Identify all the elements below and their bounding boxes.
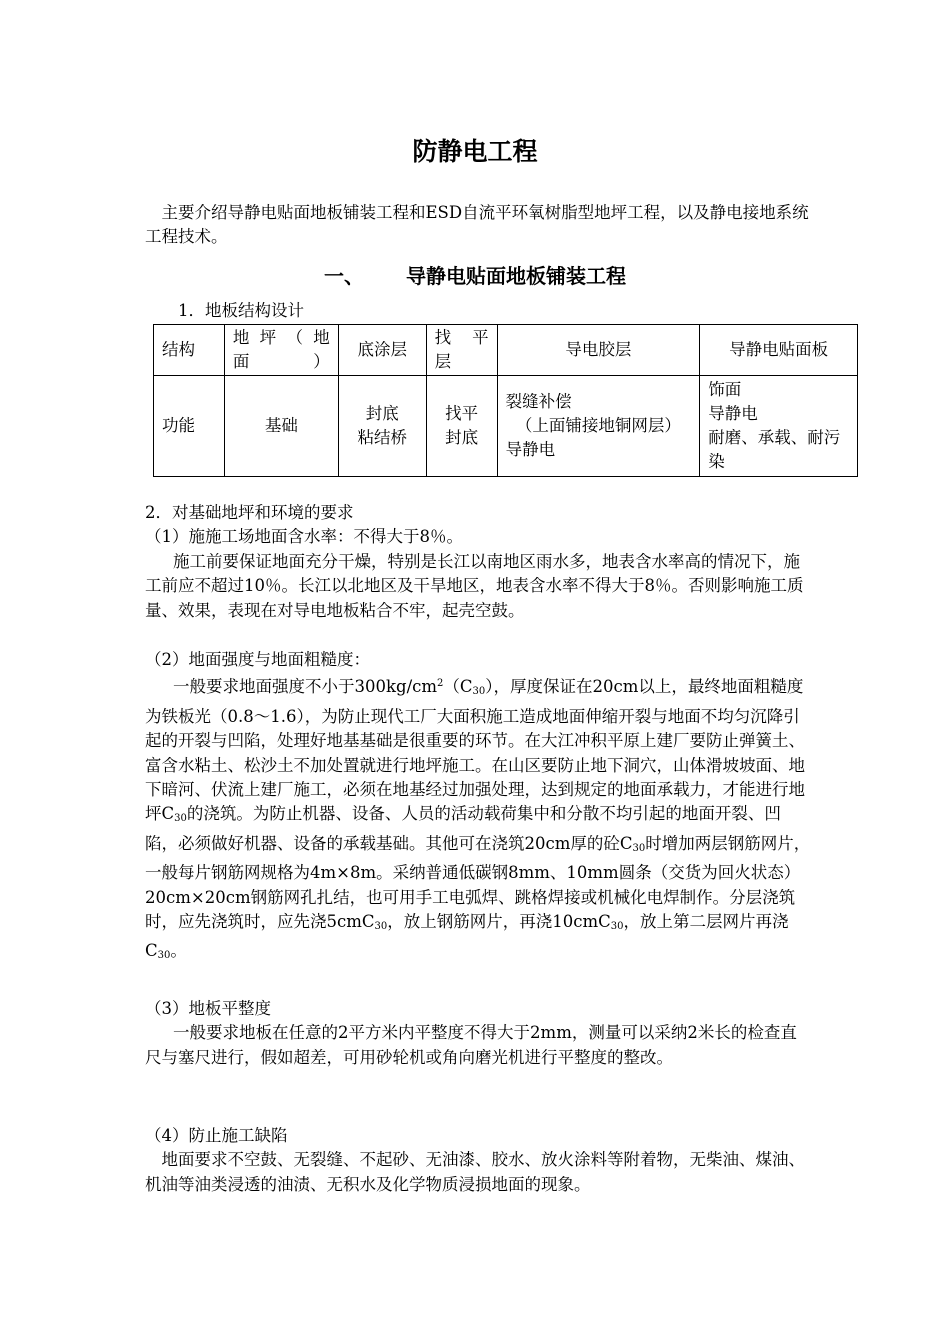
page-title: 防静电工程 [412,137,538,166]
text-run: 的浇筑。为防止机器、设备、人员的活动载荷集中和分散不均引起的地面开裂、凹陷，必须做好机器、设备的承载基础。其他可在浇筑20cm厚的砼C [145,804,781,853]
cell-line: 导静电 [505,440,556,459]
cell-line: 找平 [445,404,479,423]
floor-structure-table [153,324,858,477]
header-cell-structure: 结构 [154,325,225,376]
header-cell-primer: 底涂层 [338,325,426,376]
cell-line: （上面铺接地铜网层） [515,416,681,435]
item-heading: （3）地板平整度 [145,999,271,1018]
header-cell-ground: 地 坪 （ 地面） [224,325,338,376]
item-body [145,672,813,968]
section-ground-strength [145,648,813,969]
section-heading [0,261,950,291]
row-label-function: 功能 [154,376,225,477]
item-body: 地面要求不空鼓、无裂缝、不起砂、无油漆、胶水、放火涂料等附着物，无柴油、煤油、机油等油类浸透的油渍、无积水及化学物质浸损地面的现象。 [145,1150,805,1194]
subscript: 30 [472,686,486,698]
cell-foundation: 基础 [224,376,338,477]
text-run: 。 [170,941,187,961]
section-flatness [145,997,813,1070]
text-run: ），厚度保证在20cm以上，最终地面粗糙度为铁板光（0.8～1.6），为防止现代工厂大面积施工造成地面伸缩开裂与地面不均匀沉降引起的开裂与凹陷，处理好地基基础是很重要的环节。在大江冲积平原上建厂要防止弹簧土、富含水粘土、松沙土不加处置就进行地坪施工。在山区要防止地下洞穴，山体滑坡坡面、地下暗河、伏流上建厂施工，必须在地基经过加强处理，达到规定的地面承载力，才能进行地坪C [145,677,805,824]
cell-line: 封底 [365,404,399,423]
cell-line: 粘结桥 [357,428,407,447]
cell-static-panel [700,376,858,477]
cell-conductive-glue [497,376,700,477]
section-defects [145,1124,813,1197]
text-run: 时增加两层钢筋网片，一般每片钢筋网规格为4m×8m。采纳普通低碳钢8mm、10mm圆条（交货为回火状态）20cm×20cm钢筋网孔扎结，也可用手工电弧焊、跳格焊接或机械化电焊制作。分层浇筑时，应先浇筑时，应先浇5cmC [145,833,811,932]
subscript: 30 [157,950,171,962]
table-header-row [154,325,858,376]
item-heading: （4）防止施工缺陷 [145,1126,288,1145]
item-heading: （2）地面强度与地面粗糙度： [145,650,370,669]
cell-line: 裂缝补偿 [505,392,572,411]
section-number: 一、 [324,264,364,288]
header-cell-leveling: 找 平层 [426,325,497,376]
cell-line: 封底 [445,428,479,447]
cell-line: 饰面 [708,380,742,399]
text-run: 一般要求地面强度不小于300kg/cm [173,677,438,697]
subheading-foundation: 2．对基础地坪和环境的要求 [145,503,354,522]
section-title: 导静电贴面地板铺装工程 [406,264,626,288]
section-foundation-requirements [145,501,813,623]
table-row [154,376,858,477]
text-run: ，放上第二层网片再浇C [145,912,789,961]
cell-leveling [426,376,497,477]
header-cell-conductive-glue: 导电胶层 [497,325,700,376]
header-cell-static-panel: 导静电贴面板 [700,325,858,376]
item-heading: （1）施施工场地面含水率：不得大于8％。 [145,527,463,547]
subscript: 30 [632,842,646,854]
subscript: 30 [610,921,624,933]
cell-line: 耐磨、承载、耐污染 [708,428,841,471]
text-run: ，放上钢筋网片，再浇10cmC [387,912,611,932]
superscript: 2 [437,678,444,690]
text-run: （C [443,677,473,697]
item-body: 一般要求地板在任意的2平方米内平整度不得大于2mm，测量可以采纳2米长的检查直尺与塞尺进行，假如超差，可用砂轮机或角向磨光机进行平整度的整改。 [145,1023,797,1067]
item-body: 施工前要保证地面充分干燥，特别是长江以南地区雨水多，地表含水率高的情况下，施工前应不超过10％。长江以北地区及干旱地区，地表含水率不得大于8％。否则影响施工质量、效果，表现在对导电地板粘合不牢，起壳空鼓。 [145,551,804,620]
cell-line: 导静电 [708,404,758,423]
cell-primer [338,376,426,477]
subscript: 30 [174,813,187,825]
intro-paragraph: 主要介绍导静电贴面地板铺装工程和ESD自流平环氧树脂型地坪工程，以及静电接地系统工程技术。 [145,203,809,247]
subscript: 30 [374,921,388,933]
subheading-floor-structure: 1．地板结构设计 [178,301,304,320]
